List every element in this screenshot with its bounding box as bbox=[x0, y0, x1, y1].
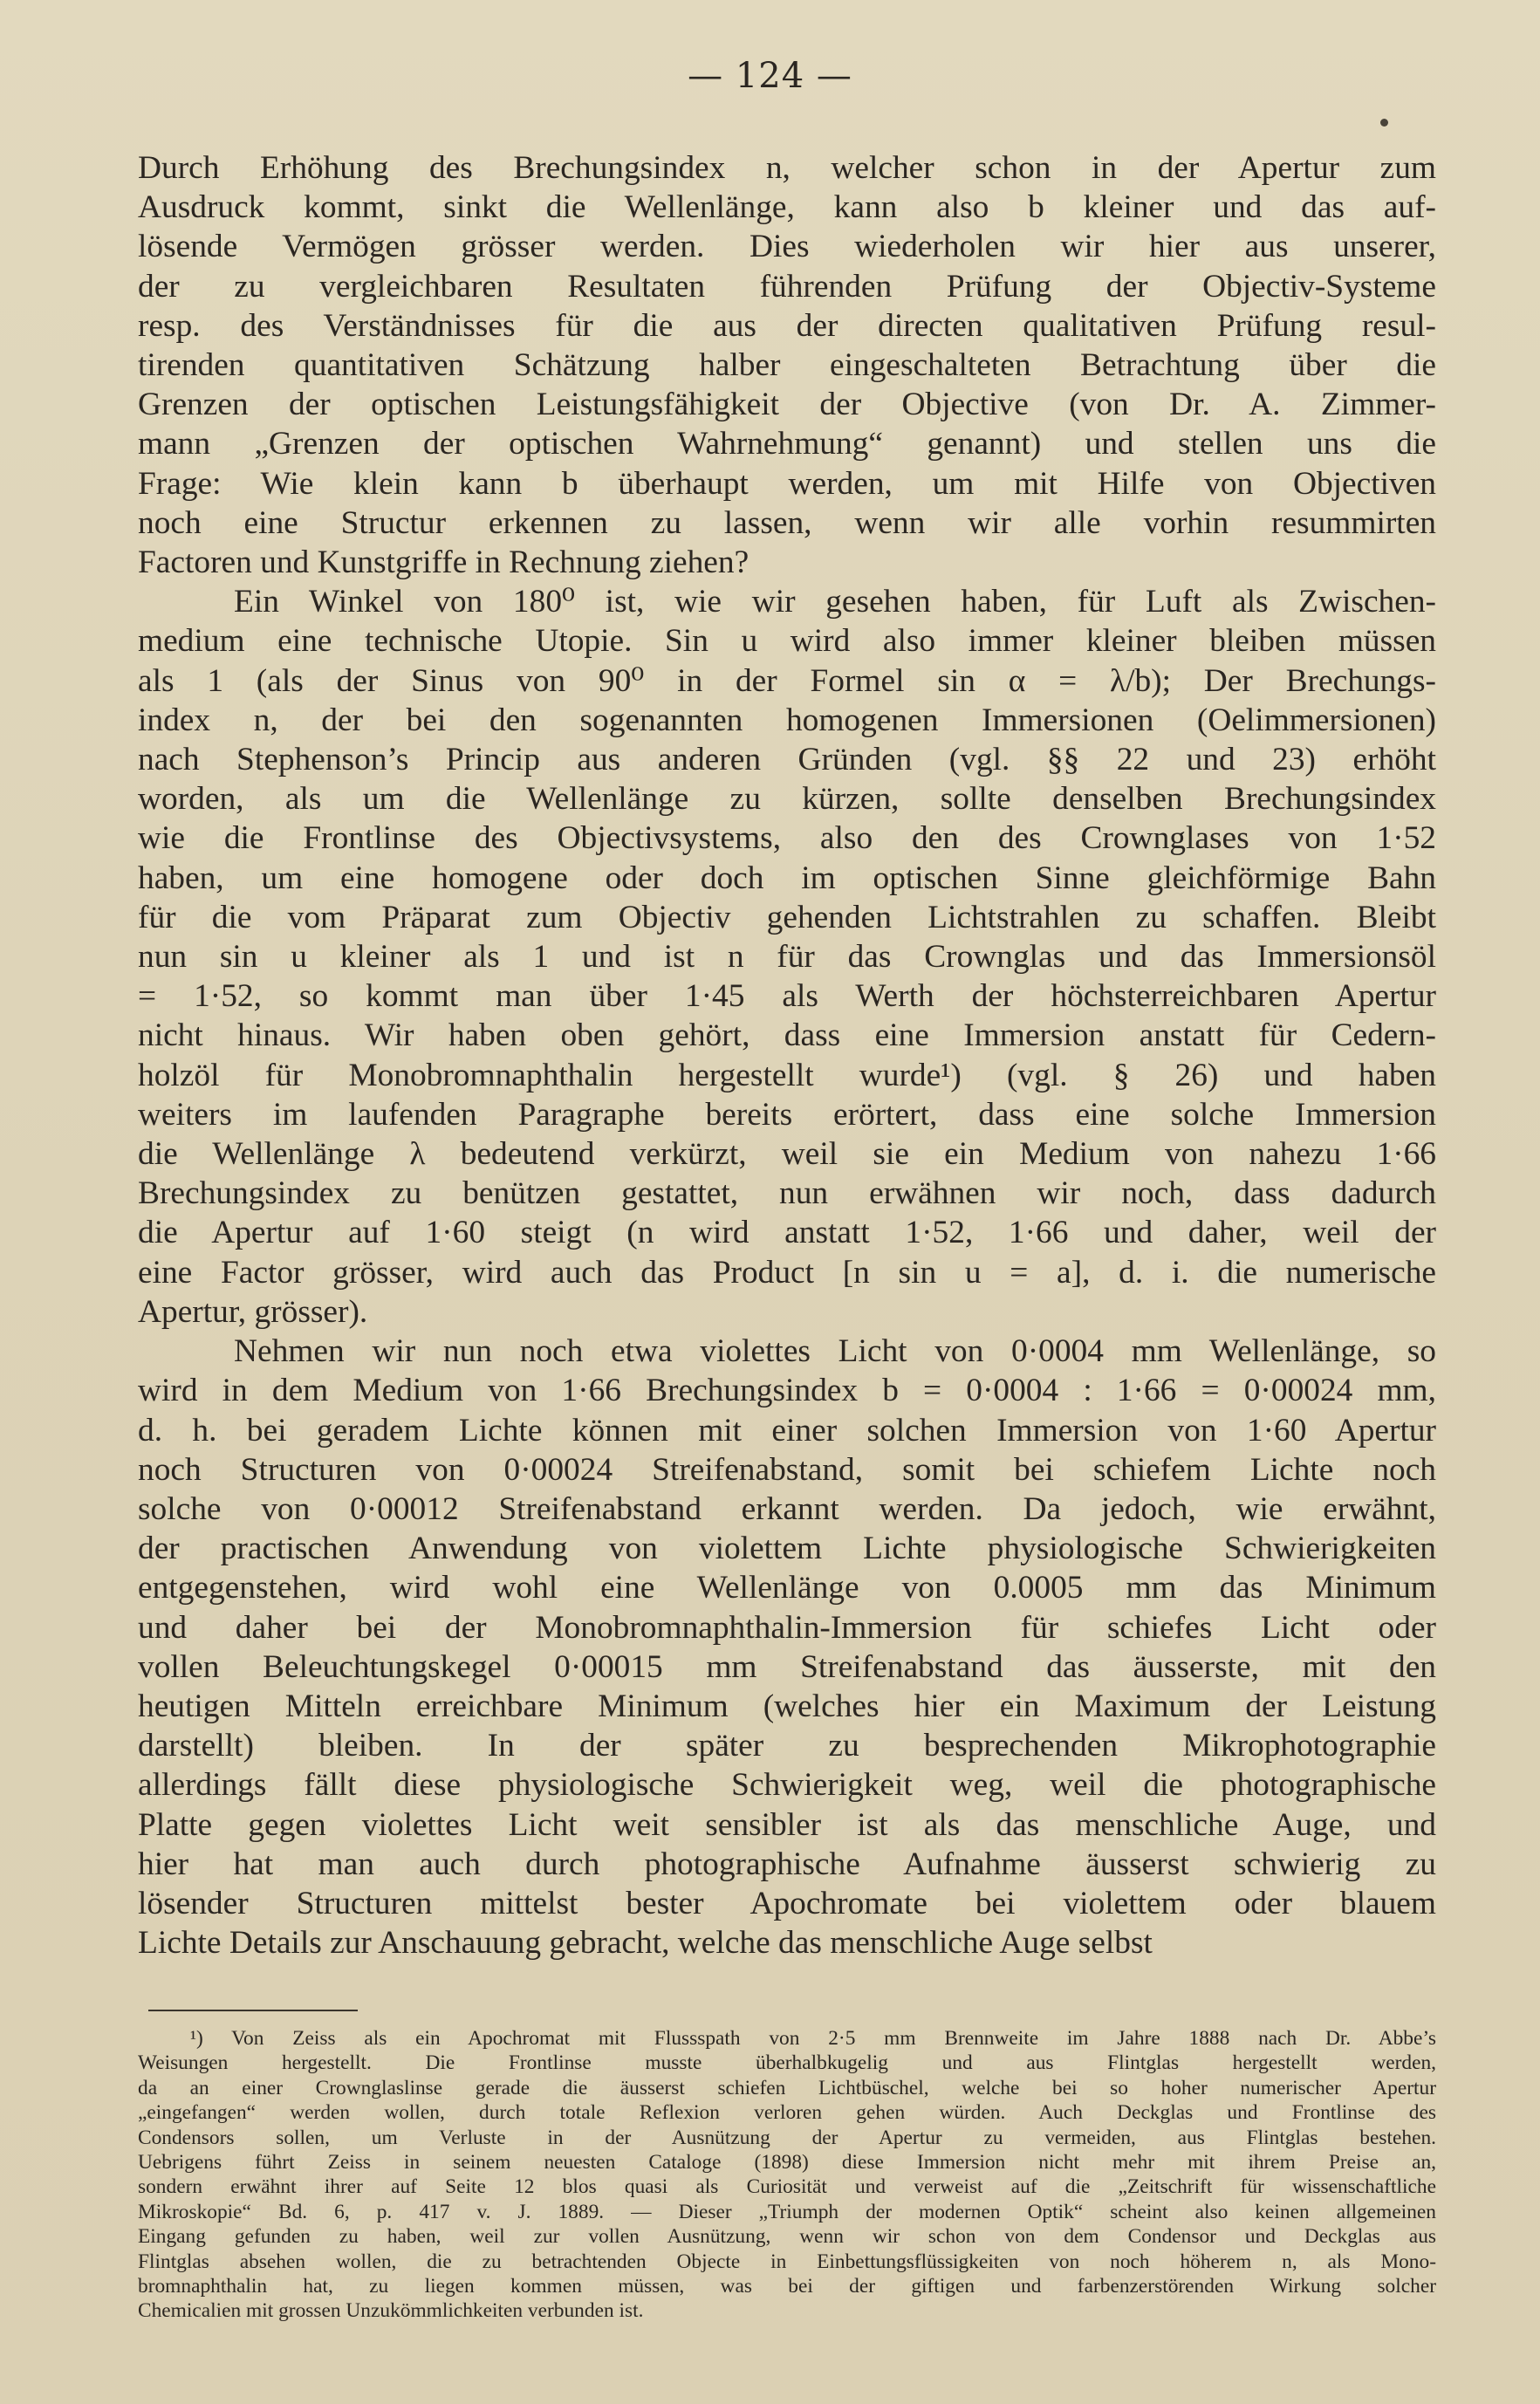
footnote-line: Mikroskopie“ Bd. 6, p. 417 v. J. 1889. — Dieser „Triumph der modernen Optik“ scheint also keinen allgemeinen bbox=[138, 2200, 1436, 2223]
text-line: für die vom Präparat zum Objectiv gehenden Lichtstrahlen zu schaffen. Bleibt bbox=[138, 899, 1436, 935]
text-line: entgegenstehen, wird wohl eine Wellenlänge von 0.0005 mm das Minimum bbox=[138, 1570, 1436, 1606]
footnote-line: Eingang gefunden zu haben, weil zur vollen Ausnützung, wenn wir schon von dem Condensor und Deckglas aus bbox=[138, 2225, 1436, 2249]
text-line: tirenden quantitativen Schätzung halber eingeschalteten Betrachtung über die bbox=[138, 347, 1436, 384]
text-line: heutigen Mitteln erreichbare Minimum (welches hier ein Maximum der Leistung bbox=[138, 1688, 1436, 1724]
text-line: Grenzen der optischen Leistungsfähigkeit der Objective (von Dr. A. Zimmer- bbox=[138, 387, 1436, 423]
text-line: Frage: Wie klein kann b überhaupt werden, um mit Hilfe von Objectiven bbox=[138, 465, 1436, 502]
text-line: noch Structuren von 0·00024 Streifenabstand, somit bei schiefem Lichte noch bbox=[138, 1451, 1436, 1488]
footnote-line: Weisungen hergestellt. Die Frontlinse musste überhalbkugelig und aus Flintglas hergestellt werden, bbox=[138, 2051, 1436, 2075]
text-line: Apertur, grösser). bbox=[138, 1293, 368, 1330]
text-line: noch eine Structur erkennen zu lassen, wenn wir alle vorhin resummirten bbox=[138, 504, 1436, 541]
text-line: worden, als um die Wellenlänge zu kürzen, sollte denselben Brechungsindex bbox=[138, 781, 1436, 818]
text-line: Brechungsindex zu benützen gestattet, nun erwähnen wir noch, dass dadurch bbox=[138, 1175, 1436, 1212]
footnote-divider bbox=[148, 2010, 358, 2011]
text-line: Lichte Details zur Anschauung gebracht, welche das menschliche Auge selbst bbox=[138, 1925, 1153, 1962]
text-line: mann „Grenzen der optischen Wahrnehmung“ genannt) und stellen uns die bbox=[138, 426, 1436, 462]
paragraph-3 bbox=[138, 1332, 1436, 1962]
text-line: Platte gegen violettes Licht weit sensibler ist als das menschliche Auge, und bbox=[138, 1806, 1436, 1843]
text-line: Nehmen wir nun noch etwa violettes Licht von 0·0004 mm Wellenlänge, so bbox=[234, 1333, 1436, 1370]
footnote-line: „eingefangen“ werden wollen, durch totale Reflexion verloren gehen würden. Auch Deckglas und Frontlinse des bbox=[138, 2101, 1436, 2125]
text-line: als 1 (als der Sinus von 90⁰ in der Formel sin α = λ/b); Der Brechungs- bbox=[138, 662, 1436, 699]
paragraph-1 bbox=[138, 148, 1436, 582]
footnote-line: sondern erwähnt ihrer auf Seite 12 blos quasi als Curiosität und verweist auf die „Zeitschrift für wissenschaftliche bbox=[138, 2175, 1436, 2199]
text-line: nicht hinaus. Wir haben oben gehört, dass eine Immersion anstatt für Cedern- bbox=[138, 1017, 1436, 1054]
text-line: Ein Winkel von 180⁰ ist, wie wir gesehen haben, für Luft als Zwischen- bbox=[234, 584, 1436, 620]
text-line: lösender Structuren mittelst bester Apochromate bei violettem oder blauem bbox=[138, 1885, 1436, 1921]
text-line: = 1·52, so kommt man über 1·45 als Werth der höchsterreichbaren Apertur bbox=[138, 978, 1436, 1015]
text-line: d. h. bei geradem Lichte können mit einer solchen Immersion von 1·60 Apertur bbox=[138, 1412, 1436, 1449]
paragraph-2 bbox=[138, 582, 1436, 1332]
text-line: Ausdruck kommt, sinkt die Wellenlänge, kann also b kleiner und das auf- bbox=[138, 189, 1436, 226]
text-line: der practischen Anwendung von violettem Lichte physiologische Schwierigkeiten bbox=[138, 1531, 1436, 1567]
text-line: darstellt) bleiben. In der später zu besprechenden Mikrophotographie bbox=[138, 1728, 1436, 1764]
text-line: nach Stephenson’s Princip aus anderen Gründen (vgl. §§ 22 und 23) erhöht bbox=[138, 742, 1436, 778]
footnote-line: Condensors sollen, um Verluste in der Ausnützung der Apertur zu vermeiden, aus Flintglas bestehen. bbox=[138, 2126, 1436, 2149]
text-line: Factoren und Kunstgriffe in Rechnung ziehen? bbox=[138, 544, 749, 581]
page-number: — 124 — bbox=[688, 56, 852, 96]
footnote-line: ¹) Von Zeiss als ein Apochromat mit Flussspath von 2·5 mm Brennweite im Jahre 1888 nach Dr. Abbe’s bbox=[190, 2027, 1436, 2050]
main-text bbox=[138, 148, 1436, 1962]
text-line: Durch Erhöhung des Brechungsindex n, welcher schon in der Apertur zum bbox=[138, 150, 1436, 186]
text-line: weiters im laufenden Paragraphe bereits erörtert, dass eine solche Immersion bbox=[138, 1096, 1436, 1133]
text-line: vollen Beleuchtungskegel 0·00015 mm Streifenabstand das äusserste, mit den bbox=[138, 1648, 1436, 1685]
text-line: index n, der bei den sogenannten homogenen Immersionen (Oelimmersionen) bbox=[138, 702, 1436, 738]
text-line: hier hat man auch durch photographische Aufnahme äusserst schwierig zu bbox=[138, 1846, 1436, 1882]
text-line: und daher bei der Monobromnaphthalin-Immersion für schiefes Licht oder bbox=[138, 1609, 1436, 1646]
text-line: haben, um eine homogene oder doch im optischen Sinne gleichförmige Bahn bbox=[138, 860, 1436, 896]
text-line: lösende Vermögen grösser werden. Dies wiederholen wir hier aus unserer, bbox=[138, 229, 1436, 265]
text-line: eine Factor grösser, wird auch das Product [n sin u = a], d. i. die numerische bbox=[138, 1254, 1436, 1291]
text-line: holzöl für Monobromnaphthalin hergestellt wurde¹) (vgl. § 26) und haben bbox=[138, 1057, 1436, 1093]
text-line: wird in dem Medium von 1·66 Brechungsindex b = 0·0004 : 1·66 = 0·00024 mm, bbox=[138, 1373, 1436, 1409]
text-line: wie die Frontlinse des Objectivsystems, also den des Crownglases von 1·52 bbox=[138, 820, 1436, 857]
text-line: die Apertur auf 1·60 steigt (n wird anstatt 1·52, 1·66 und daher, weil der bbox=[138, 1215, 1436, 1251]
footnote bbox=[138, 2026, 1436, 2324]
text-line: medium eine technische Utopie. Sin u wird also immer kleiner bleiben müssen bbox=[138, 623, 1436, 660]
text-line: die Wellenlänge λ bedeutend verkürzt, weil sie ein Medium von nahezu 1·66 bbox=[138, 1136, 1436, 1173]
footnote-line: Chemicalien mit grossen Unzukömmlichkeiten verbunden ist. bbox=[138, 2299, 644, 2323]
footnote-line: bromnaphthalin hat, zu liegen kommen müssen, was bei der giftigen und farbenzerstörenden Wirkung solcher bbox=[138, 2275, 1436, 2298]
footnote-line: da an einer Crownglaslinse gerade die äusserst schiefen Lichtbüschel, welche bei so hoher numerischer Apertur bbox=[138, 2076, 1436, 2099]
footnote-line: Flintglas absehen wollen, die zu betrachtenden Objecte in Einbettungsflüssigkeiten von noch höherem n, als Mono- bbox=[138, 2250, 1436, 2273]
text-line: allerdings fällt diese physiologische Schwierigkeit weg, weil die photographische bbox=[138, 1767, 1436, 1804]
text-line: solche von 0·00012 Streifenabstand erkannt werden. Da jedoch, wie erwähnt, bbox=[138, 1490, 1436, 1527]
text-line: der zu vergleichbaren Resultaten führenden Prüfung der Objectiv-Systeme bbox=[138, 268, 1436, 305]
text-line: resp. des Verständnisses für die aus der directen qualitativen Prüfung resul- bbox=[138, 307, 1436, 344]
footnote-line: Uebrigens führt Zeiss in seinem neuesten Cataloge (1898) diese Immersion nicht mehr mit ihrem Preise an, bbox=[138, 2151, 1436, 2175]
text-line: nun sin u kleiner als 1 und ist n für das Crownglas und das Immersionsöl bbox=[138, 939, 1436, 976]
ink-spot bbox=[1380, 119, 1388, 127]
